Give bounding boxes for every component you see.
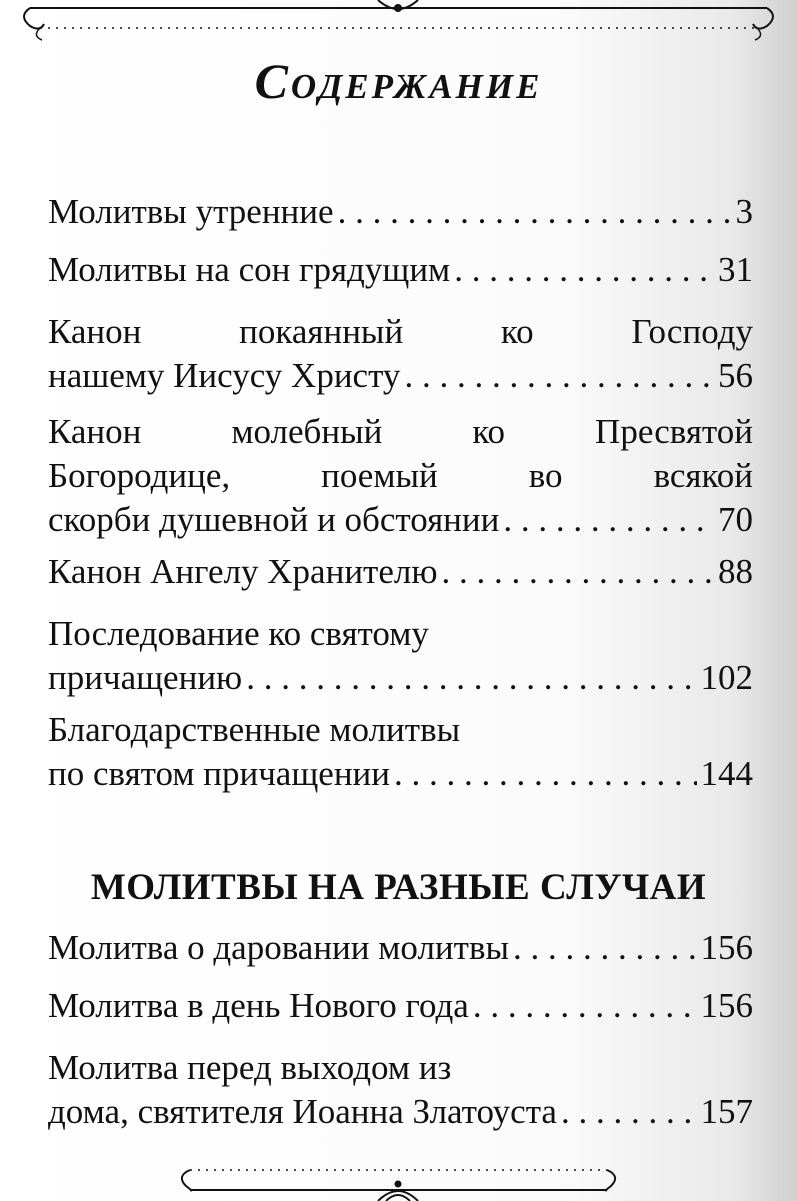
toc-entry [48,984,753,1028]
toc-entry-title: скорби душевной и обстоянии [48,500,500,539]
dot-leader [246,656,696,700]
toc-page-number: 156 [700,986,753,1025]
toc-entry-title: Последование ко святому [48,614,429,653]
dot-leader [404,354,714,398]
dot-leader [442,550,715,594]
toc-entry-title: Молитва перед выходом из [48,1048,452,1087]
toc-entry [48,190,753,234]
toc-entry-title: дома, святителя Иоанна Златоуста [48,1092,557,1131]
toc-page-number: 3 [735,192,753,231]
section-heading: МОЛИТВЫ НА РАЗНЫЕ СЛУЧАИ [90,867,707,908]
toc-entry-title: Молитва в день Нового года [48,986,469,1025]
toc-page-number: 70 [718,500,753,539]
top-ornament [0,0,797,48]
toc-entry [48,410,753,542]
toc-entry-title: Молитва о даровании молитвы [48,928,509,967]
toc-entry [48,1046,753,1134]
page-title: Содержание [254,53,543,109]
toc-entry [48,926,753,970]
dot-leader [513,926,697,970]
toc-entry-title: Канон молебный ко Пресвятой [48,412,753,451]
toc-page-number: 156 [700,928,753,967]
dot-leader [338,190,732,234]
toc-entry-title: Богородице, поемый во всякой [48,456,753,495]
toc-entry-title: по святом причащении [48,754,391,793]
toc-entry-title: нашему Иисусу Христу [48,356,401,395]
toc-entry [48,612,753,700]
toc-page-number: 31 [718,250,753,289]
dot-leader [561,1090,697,1134]
dot-leader [394,752,696,796]
toc-entry-title: Благодарственные молитвы [48,710,461,749]
toc-entry-title: причащению [48,658,243,697]
toc-entry-title: Канон покаянный ко Господу [48,312,753,351]
bottom-ornament [0,1150,797,1201]
toc-entry-title: Канон Ангелу Хранителю [48,552,438,591]
toc-entry-title: Молитвы на сон грядущим [48,250,451,289]
dot-leader [473,984,697,1028]
toc-entry [48,248,753,292]
toc-entry [48,550,753,594]
dot-leader [454,248,714,292]
toc-page-number: 88 [718,552,753,591]
toc-entry [48,310,753,398]
toc-page-number: 144 [700,754,753,793]
toc-page-number: 102 [700,658,753,697]
toc-page-number: 157 [700,1092,753,1131]
dot-leader [503,498,714,542]
toc-entry [48,708,753,796]
toc-entry-title: Молитвы утренние [48,192,334,231]
toc-page-number: 56 [718,356,753,395]
